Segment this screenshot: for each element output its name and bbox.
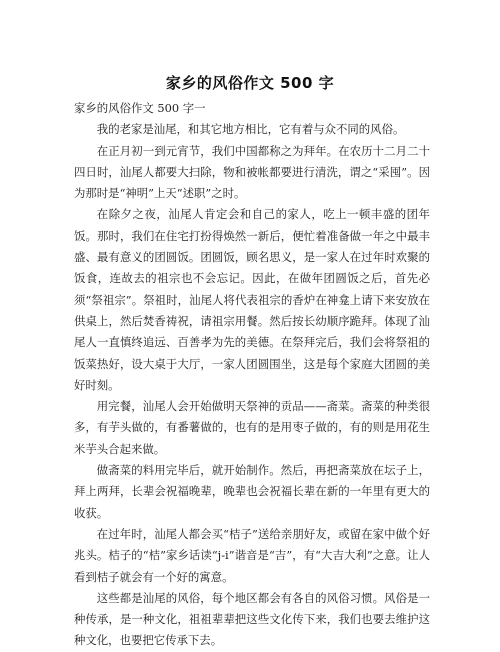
paragraph: 在除夕之夜，汕尾人肯定会和自己的家人，吃上一顿丰盛的团年饭。那时，我们在住宅打扮得焕然一新后，便忙着准备做一年之中最丰盛、最有意义的团圆饭。团圆饭，顾名思义，是一家人在过年时欢聚的饭食，连故去的祖宗也不会忘记。因此，在做年团圆饭之后，首先必须“祭祖宗”。祭祖时，汕尾人将代表祖宗的香炉在神龛上请下来安放在供桌上，然后焚香祷祝，请祖宗用餐。然后按长幼顺序跪拜。体现了汕尾人一直慎终追远、百善孝为先的美德。在祭拜完后，我们会将祭祖的饭菜热好，设大桌于大厅，一家人团圆围坐，这是每个家庭大团圆的美好时刻。 — [74, 207, 430, 392]
paragraph: 用完餐，汕尾人会开始做明天祭神的贡品——斋菜。斋菜的种类很多，有芋头做的，有番薯做的，也有的是用枣子做的，有的则是用花生米芋头合起来做。 — [74, 399, 430, 456]
document-subtitle: 家乡的风俗作文 500 字一 — [74, 101, 206, 115]
document-title: 家乡的风俗作文 500 字 — [165, 74, 335, 92]
paragraph: 这些都是汕尾的风俗，每个地区都会有各自的风俗习惯。风俗是一种传承，是一种文化，祖祖辈辈把这些文化传下来，我们也要去维护这种文化，也要把它传承下去。 — [74, 590, 430, 648]
paragraph: 在正月初一到元宵节，我们中国都称之为拜年。在农历十二月二十四日时，汕尾人都要大扫除，物和被帐都要进行清洗，谓之“采囤”。因为那时是“神明”上天“述职”之时。 — [74, 143, 430, 201]
document-body — [74, 98, 430, 652]
paragraph: 我的老家是汕尾，和其它地方相比，它有着与众不同的风俗。 — [96, 122, 405, 137]
paragraph: 在过年时，汕尾人都会买“桔子”送给亲朋好友，或留在家中做个好兆头。桔子的“桔”家乡话读“j-i”谐音是“吉”，有“大吉大利”之意。让人看到桔子就会有一个好的寓意。 — [74, 526, 430, 584]
paragraph: 做斋菜的料用完毕后，就开始制作。然后，再把斋菜放在坛子上，拜上两拜，长辈会祝福晚辈，晚辈也会祝福长辈在新的一年里有更大的收获。 — [74, 463, 430, 520]
